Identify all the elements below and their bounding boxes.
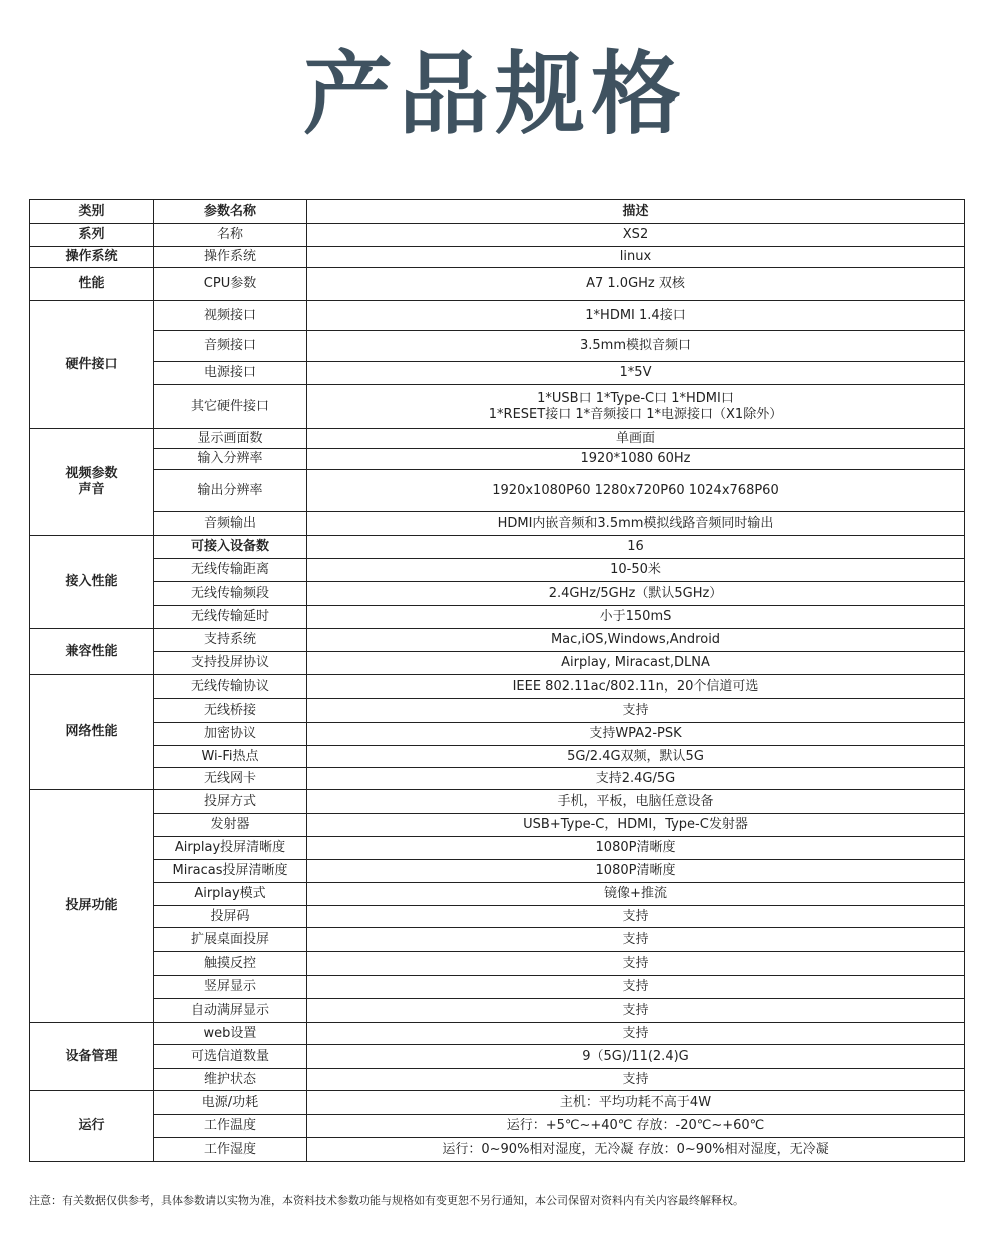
param-name-cell: 维护状态 [154,1069,307,1091]
description-cell: 支持 [307,699,965,723]
param-name-cell: 投屏码 [154,906,307,928]
table-row [30,224,965,247]
category-cell: 系列 [30,224,154,247]
param-name-cell: CPU参数 [154,268,307,301]
description-cell: 1080P清晰度 [307,837,965,860]
description-cell: 运行：+5℃~+40℃ 存放：-20℃~+60℃ [307,1115,965,1138]
table-row [30,1069,965,1091]
category-cell: 投屏功能 [30,790,154,1023]
table-row [30,449,965,470]
table-row [30,952,965,976]
description-cell: XS2 [307,224,965,247]
category-cell: 网络性能 [30,675,154,790]
param-name-cell: 名称 [154,224,307,247]
param-name-cell: 工作温度 [154,1115,307,1138]
param-name-cell: 投屏方式 [154,790,307,814]
table-row [30,837,965,860]
description-cell: 支持 [307,1023,965,1045]
description-cell: 支持WPA2-PSK [307,723,965,746]
param-name-cell: 竖屏显示 [154,976,307,999]
description-cell: USB+Type-C，HDMI，Type-C发射器 [307,814,965,837]
param-name-cell: 可选信道数量 [154,1045,307,1069]
table-row [30,768,965,790]
category-cell: 运行 [30,1091,154,1162]
table-row [30,470,965,512]
description-cell: 5G/2.4G双频，默认5G [307,746,965,768]
table-row [30,629,965,652]
category-cell: 兼容性能 [30,629,154,675]
param-name-cell: 工作湿度 [154,1138,307,1162]
category-cell: 操作系统 [30,247,154,268]
table-row [30,301,965,331]
table-row [30,790,965,814]
category-cell: 视频参数 声音 [30,429,154,536]
param-name-cell: 视频接口 [154,301,307,331]
table-row [30,385,965,429]
param-name-cell: 加密协议 [154,723,307,746]
description-cell: 手机，平板，电脑任意设备 [307,790,965,814]
table-row [30,699,965,723]
table-row [30,652,965,675]
description-cell: 16 [307,536,965,559]
page-title: 产品规格 [303,42,687,147]
param-name-cell: 发射器 [154,814,307,837]
description-cell: 1920x1080P60 1280x720P60 1024x768P60 [307,470,965,512]
description-cell: 单画面 [307,429,965,449]
param-name-cell: Airplay投屏清晰度 [154,837,307,860]
description-cell: 镜像+推流 [307,883,965,906]
table-row [30,746,965,768]
param-name-cell: Miracas投屏清晰度 [154,860,307,883]
header-category: 类别 [30,200,154,224]
category-cell: 设备管理 [30,1023,154,1091]
description-cell: 支持 [307,999,965,1023]
header-param: 参数名称 [154,200,307,224]
param-name-cell: 音频输出 [154,512,307,536]
category-cell: 接入性能 [30,536,154,629]
description-cell: 支持 [307,928,965,952]
description-cell: 支持 [307,906,965,928]
table-row [30,860,965,883]
table-row [30,814,965,837]
param-name-cell: 无线传输延时 [154,606,307,629]
table-row [30,1023,965,1045]
header-desc: 描述 [307,200,965,224]
description-cell: 小于150mS [307,606,965,629]
table-row [30,999,965,1023]
description-cell: 支持2.4G/5G [307,768,965,790]
footnote: 注意：有关数据仅供参考，具体参数请以实物为准，本资料技术参数功能与规格如有变更恕不另行通知，本公司保留对资料内有关内容最终解释权。 [29,1194,744,1207]
description-cell: Mac,iOS,Windows,Android [307,629,965,652]
description-cell: 运行：0~90%相对湿度，无冷凝 存放：0~90%相对湿度，无冷凝 [307,1138,965,1162]
table-row [30,559,965,582]
param-name-cell: Airplay模式 [154,883,307,906]
table-row [30,362,965,385]
description-cell: 支持 [307,1069,965,1091]
description-cell: 支持 [307,976,965,999]
param-name-cell: 输入分辨率 [154,449,307,470]
table-row [30,268,965,301]
param-name-cell: web设置 [154,1023,307,1045]
param-name-cell: 无线桥接 [154,699,307,723]
param-name-cell: 支持系统 [154,629,307,652]
param-name-cell: 触摸反控 [154,952,307,976]
description-cell: IEEE 802.11ac/802.11n，20个信道可选 [307,675,965,699]
description-cell: 2.4GHz/5GHz（默认5GHz） [307,582,965,606]
param-name-cell: 无线传输协议 [154,675,307,699]
param-name-cell: 无线网卡 [154,768,307,790]
param-name-cell: 电源接口 [154,362,307,385]
param-name-cell: 无线传输距离 [154,559,307,582]
category-cell: 硬件接口 [30,301,154,429]
param-name-cell: 支持投屏协议 [154,652,307,675]
param-name-cell: Wi-Fi热点 [154,746,307,768]
param-name-cell: 音频接口 [154,331,307,362]
description-cell: 1*5V [307,362,965,385]
description-cell: 1*HDMI 1.4接口 [307,301,965,331]
table-row [30,429,965,449]
description-cell: 10-50米 [307,559,965,582]
table-row [30,512,965,536]
table-row [30,331,965,362]
description-cell: 主机：平均功耗不高于4W [307,1091,965,1115]
table-row [30,582,965,606]
description-cell: 9（5G)/11(2.4)G [307,1045,965,1069]
description-cell: 3.5mm模拟音频口 [307,331,965,362]
table-row [30,1138,965,1162]
param-name-cell: 操作系统 [154,247,307,268]
description-cell: HDMI内嵌音频和3.5mm模拟线路音频同时输出 [307,512,965,536]
description-cell: A7 1.0GHz 双核 [307,268,965,301]
description-cell: 1920*1080 60Hz [307,449,965,470]
table-header-row [30,200,965,224]
table-row [30,1091,965,1115]
description-cell: 1080P清晰度 [307,860,965,883]
description-cell: linux [307,247,965,268]
description-cell: 1*USB口 1*Type-C口 1*HDMI口 1*RESET接口 1*音频接口 1*电源接口（X1除外） [307,385,965,429]
table-row [30,606,965,629]
param-name-cell: 无线传输频段 [154,582,307,606]
table-row [30,723,965,746]
table-row [30,906,965,928]
category-cell: 性能 [30,268,154,301]
table-row [30,1115,965,1138]
spec-table [29,199,965,1162]
table-row [30,976,965,999]
param-name-cell: 输出分辨率 [154,470,307,512]
param-name-cell: 扩展桌面投屏 [154,928,307,952]
param-name-cell: 其它硬件接口 [154,385,307,429]
param-name-cell: 可接入设备数 [154,536,307,559]
param-name-cell: 显示画面数 [154,429,307,449]
table-row [30,675,965,699]
description-cell: Airplay, Miracast,DLNA [307,652,965,675]
param-name-cell: 自动满屏显示 [154,999,307,1023]
table-row [30,247,965,268]
param-name-cell: 电源/功耗 [154,1091,307,1115]
description-cell: 支持 [307,952,965,976]
table-row [30,928,965,952]
table-row [30,1045,965,1069]
table-row [30,536,965,559]
table-row [30,883,965,906]
